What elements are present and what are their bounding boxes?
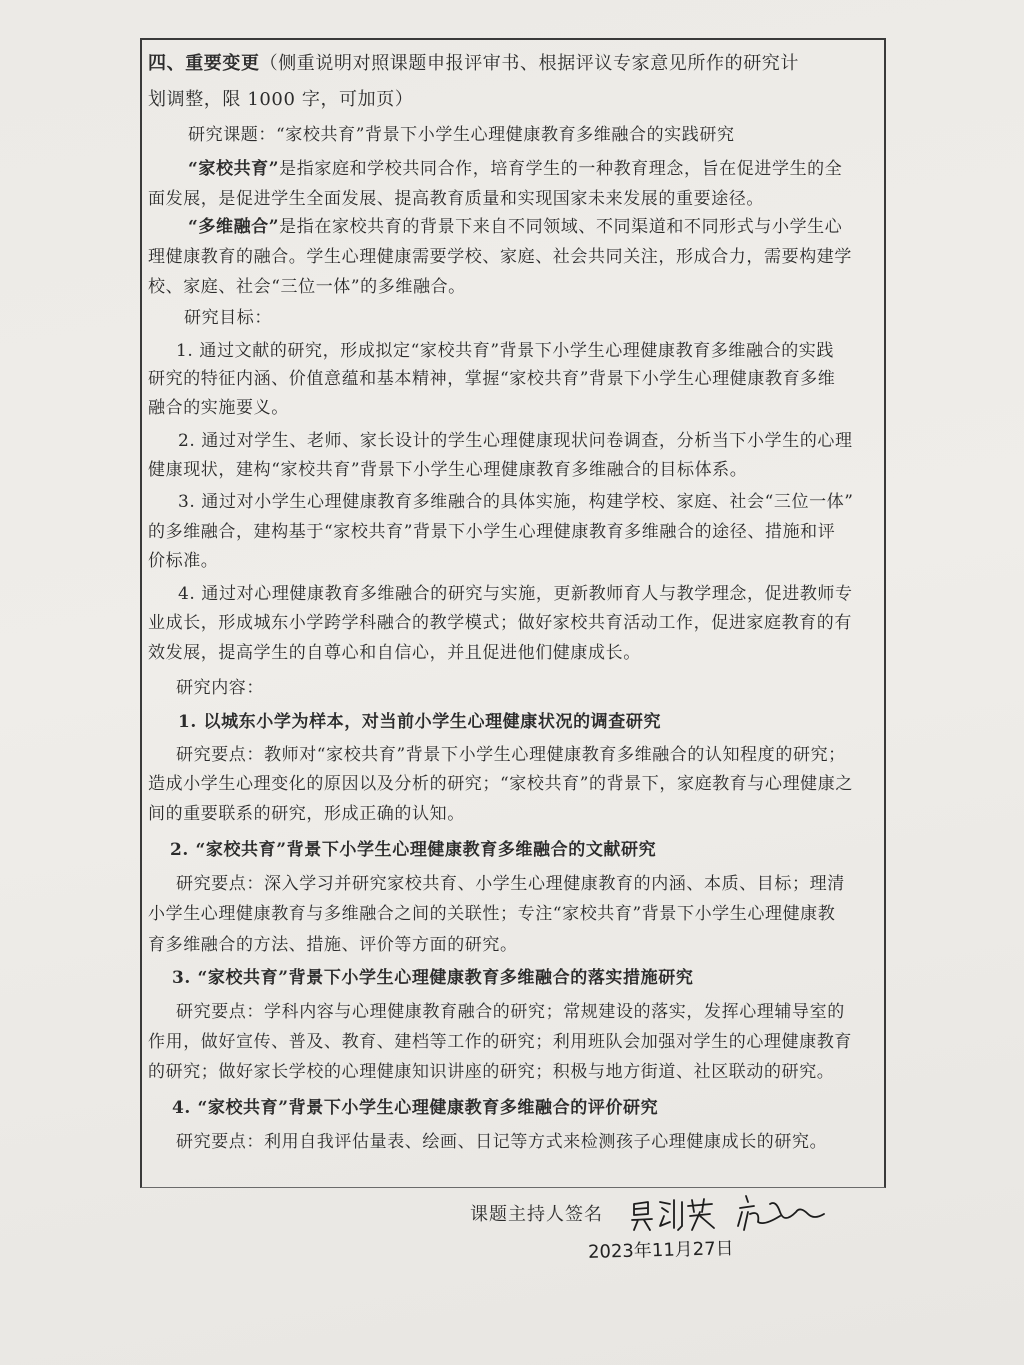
text-content: 育多维融合的方法、措施、评价等方面的研究。: [148, 935, 518, 955]
text-line: [148, 187, 878, 211]
text-line: [148, 396, 878, 420]
text-content: 业成长，形成城东小学跨学科融合的教学模式；做好家校共育活动工作，促进家庭教育的有: [148, 613, 852, 633]
text-content: 研究目标：: [184, 308, 272, 328]
text-line: [148, 1030, 878, 1054]
text-line: [176, 872, 878, 896]
text-content: 小学生心理健康教育与多维融合之间的关联性；专注“家校共育”背景下小学生心理健康教: [148, 904, 836, 924]
text-line: [148, 275, 878, 299]
text-line: [148, 520, 878, 544]
text-line: [148, 802, 878, 826]
text-line: [188, 123, 878, 147]
text-line: [176, 339, 878, 363]
text-content: 研究要点：深入学习并研究家校共育、小学生心理健康教育的内涵、本质、目标；理清: [176, 874, 845, 894]
text-content: 研究的特征内涵、价值意蕴和基本精神，掌握“家校共育”背景下小学生心理健康教育多维: [148, 369, 836, 389]
text-content: 1. 以城东小学为样本，对当前小学生心理健康状况的调查研究: [178, 712, 662, 732]
text-line: [176, 743, 878, 767]
section-heading: [148, 52, 878, 76]
text-line: [170, 838, 878, 862]
section-note-line-2: 划调整，限 1000 字，可加页）: [148, 89, 414, 110]
text-line: [172, 1096, 878, 1120]
section-note-1: （侧重说明对照课题申报评审书、根据评议专家意见所作的研究计: [259, 53, 800, 74]
term-label: “多维融合”: [188, 217, 280, 237]
text-line: [188, 157, 878, 181]
text-content: 1. 通过文献的研究，形成拟定“家校共育”背景下小学生心理健康教育多维融合的实践: [176, 341, 835, 361]
text-content: 价标准。: [148, 551, 219, 571]
text-content: 3. “家校共育”背景下小学生心理健康教育多维融合的落实措施研究: [172, 968, 694, 988]
text-content: 作用，做好宣传、普及、教育、建档等工作的研究；利用班队会加强对学生的心理健康教育: [148, 1032, 852, 1052]
text-line: [148, 245, 878, 269]
text-line: [178, 490, 878, 514]
text-line: [148, 772, 878, 796]
text-line: [176, 676, 878, 700]
text-line: [178, 710, 878, 734]
signature-label: 课题主持人签名: [470, 1204, 603, 1225]
text-line: [176, 1130, 878, 1154]
text-line: [148, 902, 878, 926]
signature-date: 2023年11月27日: [587, 1238, 734, 1263]
text-content: 是指在家校共育的背景下来自不同领域、不同渠道和不同形式与小学生心: [279, 217, 843, 237]
text-line: [148, 641, 878, 665]
text-content: 效发展，提高学生的自尊心和自信心，并且促进他们健康成长。: [148, 643, 641, 663]
handwritten-signature-image: [630, 1190, 830, 1236]
text-line: [148, 549, 878, 573]
text-line: [148, 458, 878, 482]
term-label: “家校共育”: [188, 159, 280, 179]
text-content: 研究要点：学科内容与心理健康教育融合的研究；常规建设的落实，发挥心理辅导室的: [176, 1002, 845, 1022]
text-content: 融合的实施要义。: [148, 398, 289, 418]
text-content: 面发展，是促进学生全面发展、提高教育质量和实现国家未来发展的重要途径。: [148, 189, 764, 209]
text-line: [148, 933, 878, 957]
text-content: 研究要点：利用自我评估量表、绘画、日记等方式来检测孩子心理健康成长的研究。: [176, 1132, 828, 1152]
text-line: [178, 429, 878, 453]
text-content: 的研究；做好家长学校的心理健康知识讲座的研究；积极与地方街道、社区联动的研究。: [148, 1062, 835, 1082]
text-content: 造成小学生心理变化的原因以及分析的研究；“家校共育”的背景下，家庭教育与心理健康之: [148, 774, 853, 794]
text-line: [172, 966, 878, 990]
text-content: 2. 通过对学生、老师、家长设计的学生心理健康现状问卷调查，分析当下小学生的心理: [178, 431, 853, 451]
text-content: 的多维融合，建构基于“家校共育”背景下小学生心理健康教育多维融合的途径、措施和评: [148, 522, 836, 542]
text-content: 3. 通过对小学生心理健康教育多维融合的具体实施，构建学校、家庭、社会“三位一体”: [178, 492, 854, 512]
text-line: [178, 582, 878, 606]
text-line: [148, 367, 878, 391]
text-content: 2. “家校共育”背景下小学生心理健康教育多维融合的文献研究: [170, 840, 657, 860]
text-line: [184, 306, 878, 330]
text-content: 理健康教育的融合。学生心理健康需要学校、家庭、社会共同关注，形成合力，需要构建学: [148, 247, 852, 267]
text-line: [148, 1060, 878, 1084]
text-content: 4. 通过对心理健康教育多维融合的研究与实施，更新教师育人与教学理念，促进教师专: [178, 584, 853, 604]
text-content: 间的重要联系的研究，形成正确的认知。: [148, 804, 465, 824]
text-content: 研究课题：“家校共育”背景下小学生心理健康教育多维融合的实践研究: [188, 125, 735, 145]
text-content: 4. “家校共育”背景下小学生心理健康教育多维融合的评价研究: [172, 1098, 659, 1118]
text-line: [148, 611, 878, 635]
text-content: 是指家庭和学校共同合作，培育学生的一种教育理念，旨在促进学生的全: [279, 159, 843, 179]
text-line: [188, 215, 878, 239]
text-content: 健康现状，建构“家校共育”背景下小学生心理健康教育多维融合的目标体系。: [148, 460, 748, 480]
text-content: 校、家庭、社会“三位一体”的多维融合。: [148, 277, 466, 297]
text-content: 研究要点：教师对“家校共育”背景下小学生心理健康教育多维融合的认知程度的研究；: [176, 745, 846, 765]
section-title: 四、重要变更: [148, 53, 260, 74]
text-line: [176, 1000, 878, 1024]
text-content: 研究内容：: [176, 678, 264, 698]
